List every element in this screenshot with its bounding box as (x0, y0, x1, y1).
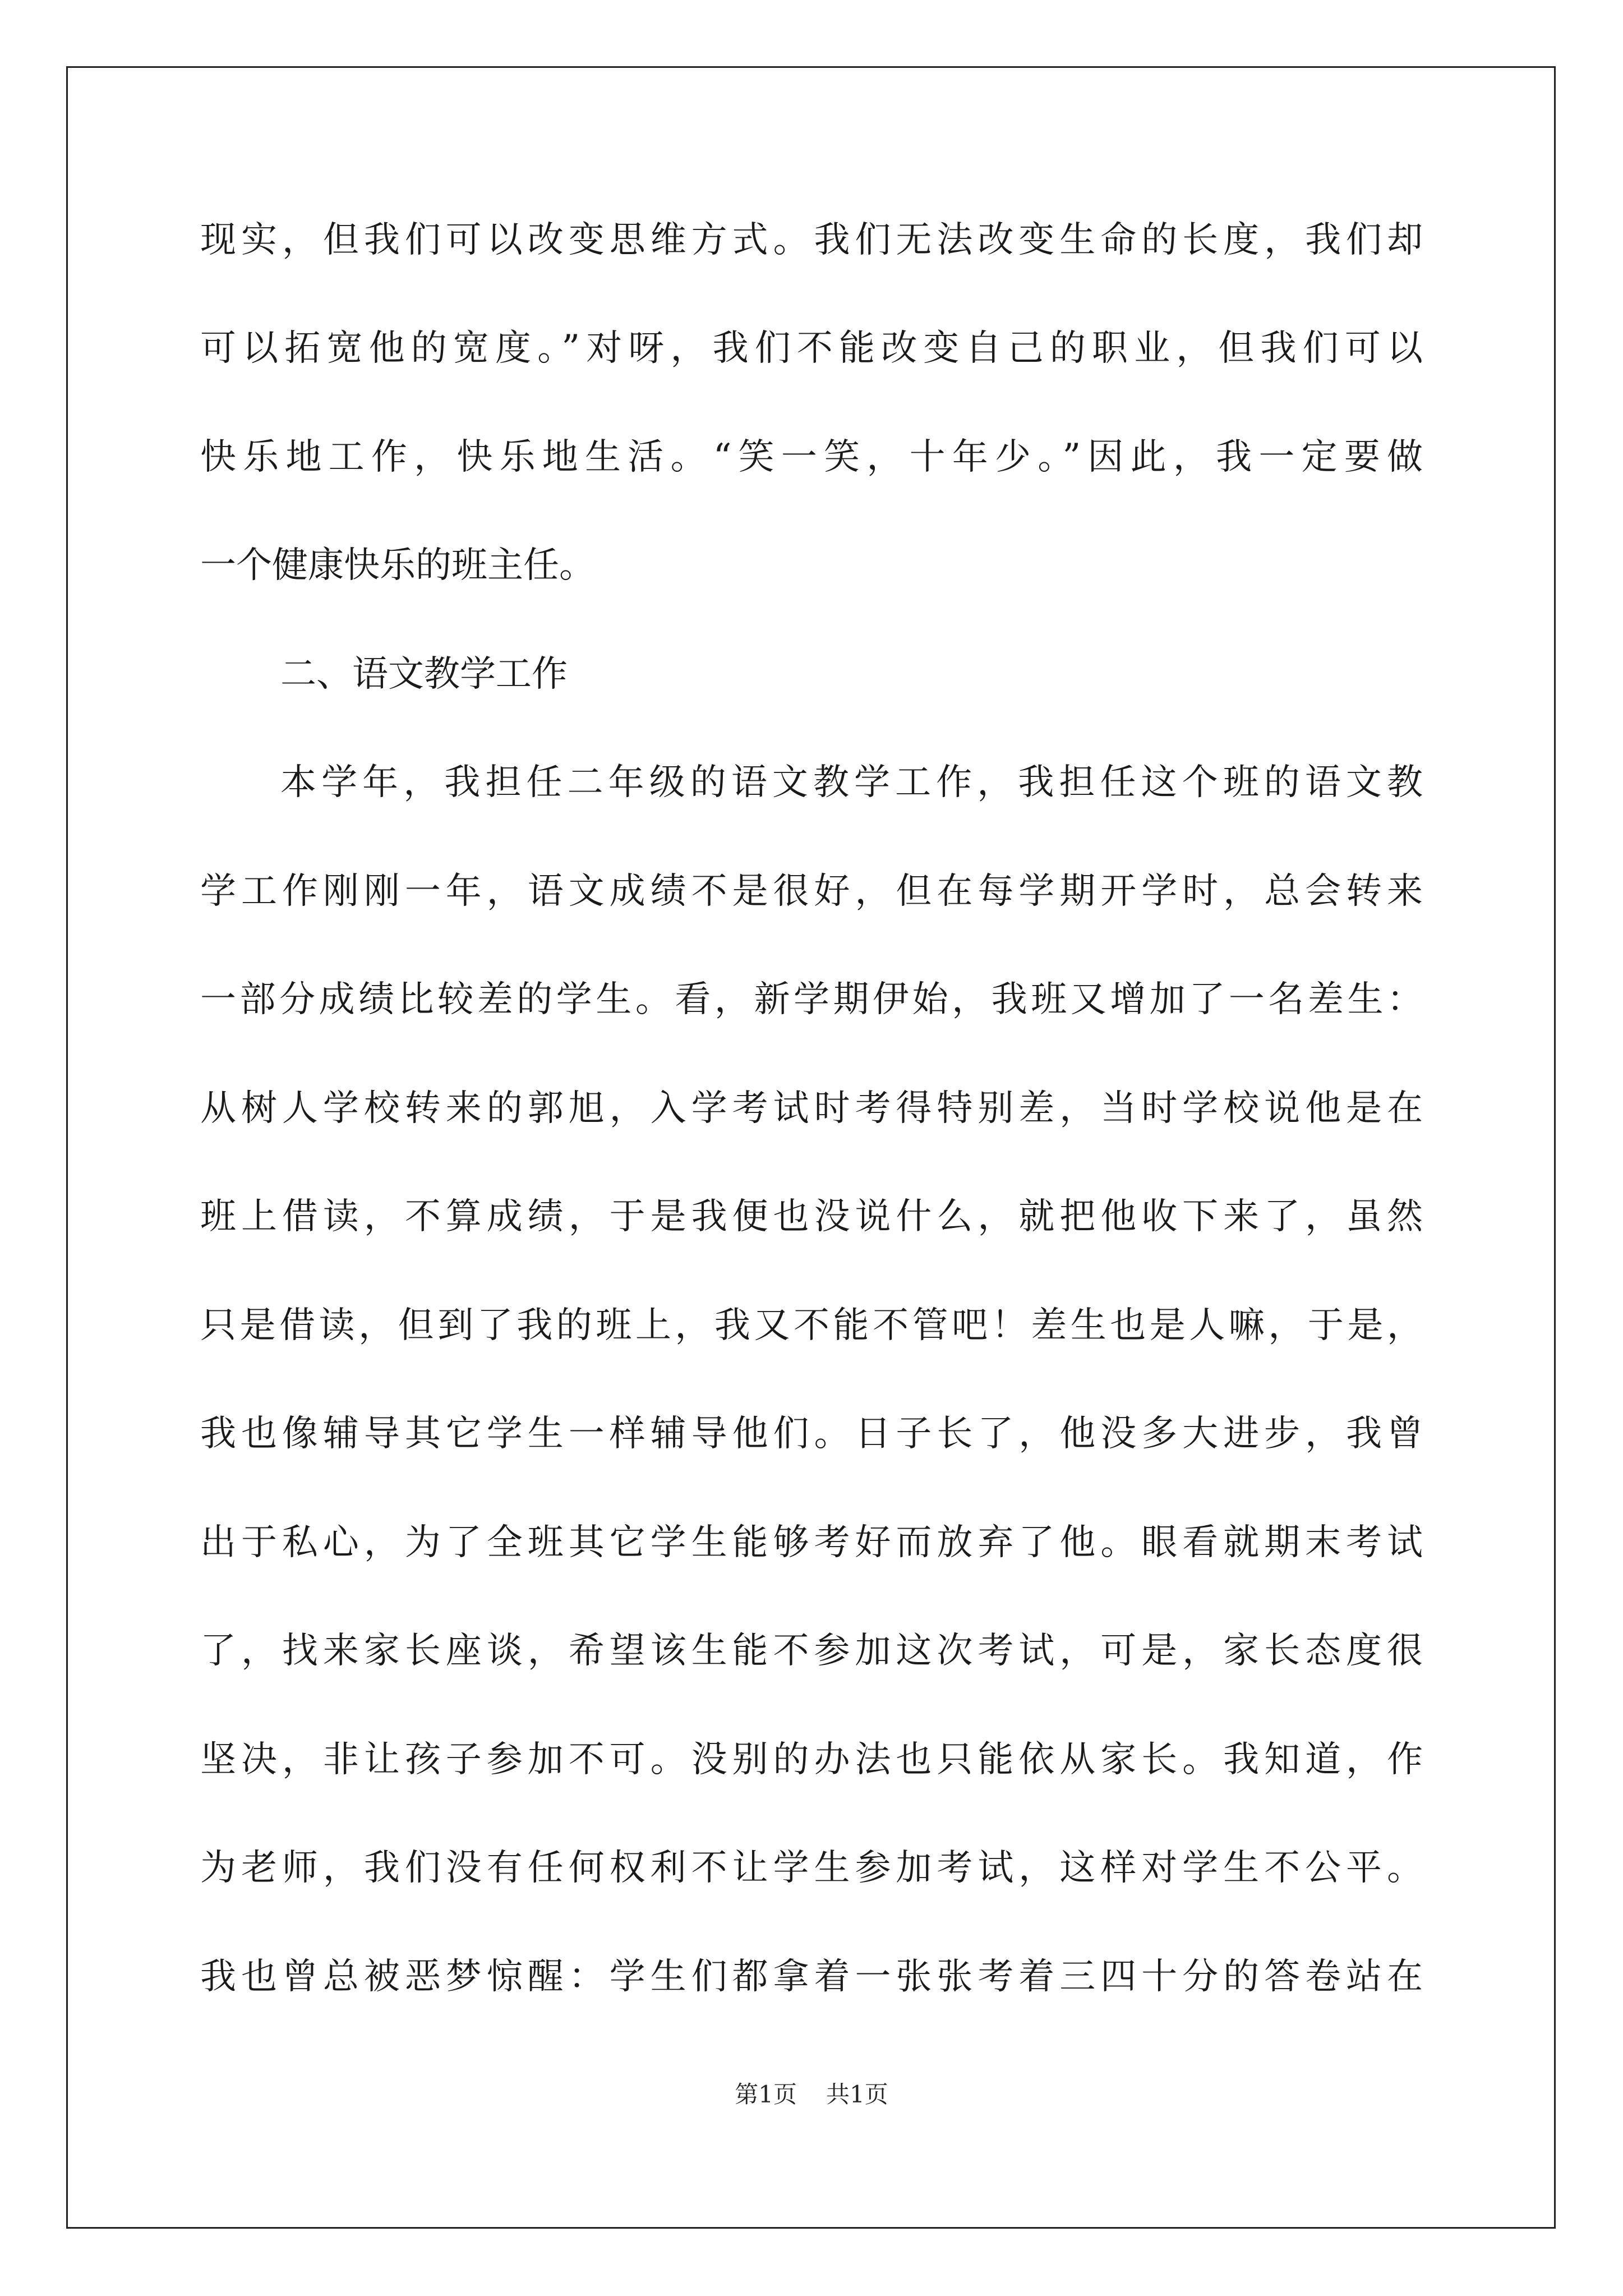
text-line: 我也像辅导其它学生一样辅导他们。日子长了，他没多大进步，我曾 (200, 1413, 1423, 1455)
page-footer (0, 2078, 1623, 2111)
text-line: 坚决，非让孩子参加不可。没别的办法也只能依从家长。我知道，作 (200, 1739, 1423, 1780)
text-line: 可以拓宽他的宽度。”对呀，我们不能改变自己的职业，但我们可以 (200, 328, 1423, 369)
text-line: 只是借读，但到了我的班上，我又不能不管吧！差生也是人嘛，于是， (200, 1305, 1423, 1346)
text-line: 从树人学校转来的郭旭，入学考试时考得特别差，当时学校说他是在 (200, 1088, 1423, 1129)
text-line: 快乐地工作，快乐地生活。“笑一笑，十年少。”因此，我一定要做 (200, 436, 1423, 478)
text-line: 为老师，我们没有任何权利不让学生参加考试，这样对学生不公平。 (200, 1847, 1423, 1889)
page-border (66, 66, 1556, 2229)
page-number: 第1页 (735, 2081, 797, 2108)
text-line: 了，找来家长座谈，希望该生能不参加这次考试，可是，家长态度很 (200, 1630, 1423, 1672)
text-line: 一部分成绩比较差的学生。看，新学期伊始，我班又增加了一名差生： (200, 979, 1423, 1020)
text-line: 班上借读，不算成绩，于是我便也没说什么，就把他收下来了，虽然 (200, 1196, 1423, 1237)
text-line: 学工作刚刚一年，语文成绩不是很好，但在每学期开学时，总会转来 (200, 871, 1423, 912)
paragraph-first-line: 本学年，我担任二年级的语文教学工作，我担任这个班的语文教 (280, 762, 1423, 803)
text-line: 现实，但我们可以改变思维方式。我们无法改变生命的长度，我们却 (200, 219, 1423, 261)
text-line: 我也曾总被恶梦惊醒：学生们都拿着一张张考着三四十分的答卷站在 (200, 1956, 1423, 1998)
section-heading: 二、语文教学工作 (280, 654, 568, 695)
text-line: 一个健康快乐的班主任。 (200, 545, 595, 586)
page-total: 共1页 (826, 2081, 888, 2108)
text-line: 出于私心，为了全班其它学生能够考好而放弃了他。眼看就期末考试 (200, 1522, 1423, 1563)
